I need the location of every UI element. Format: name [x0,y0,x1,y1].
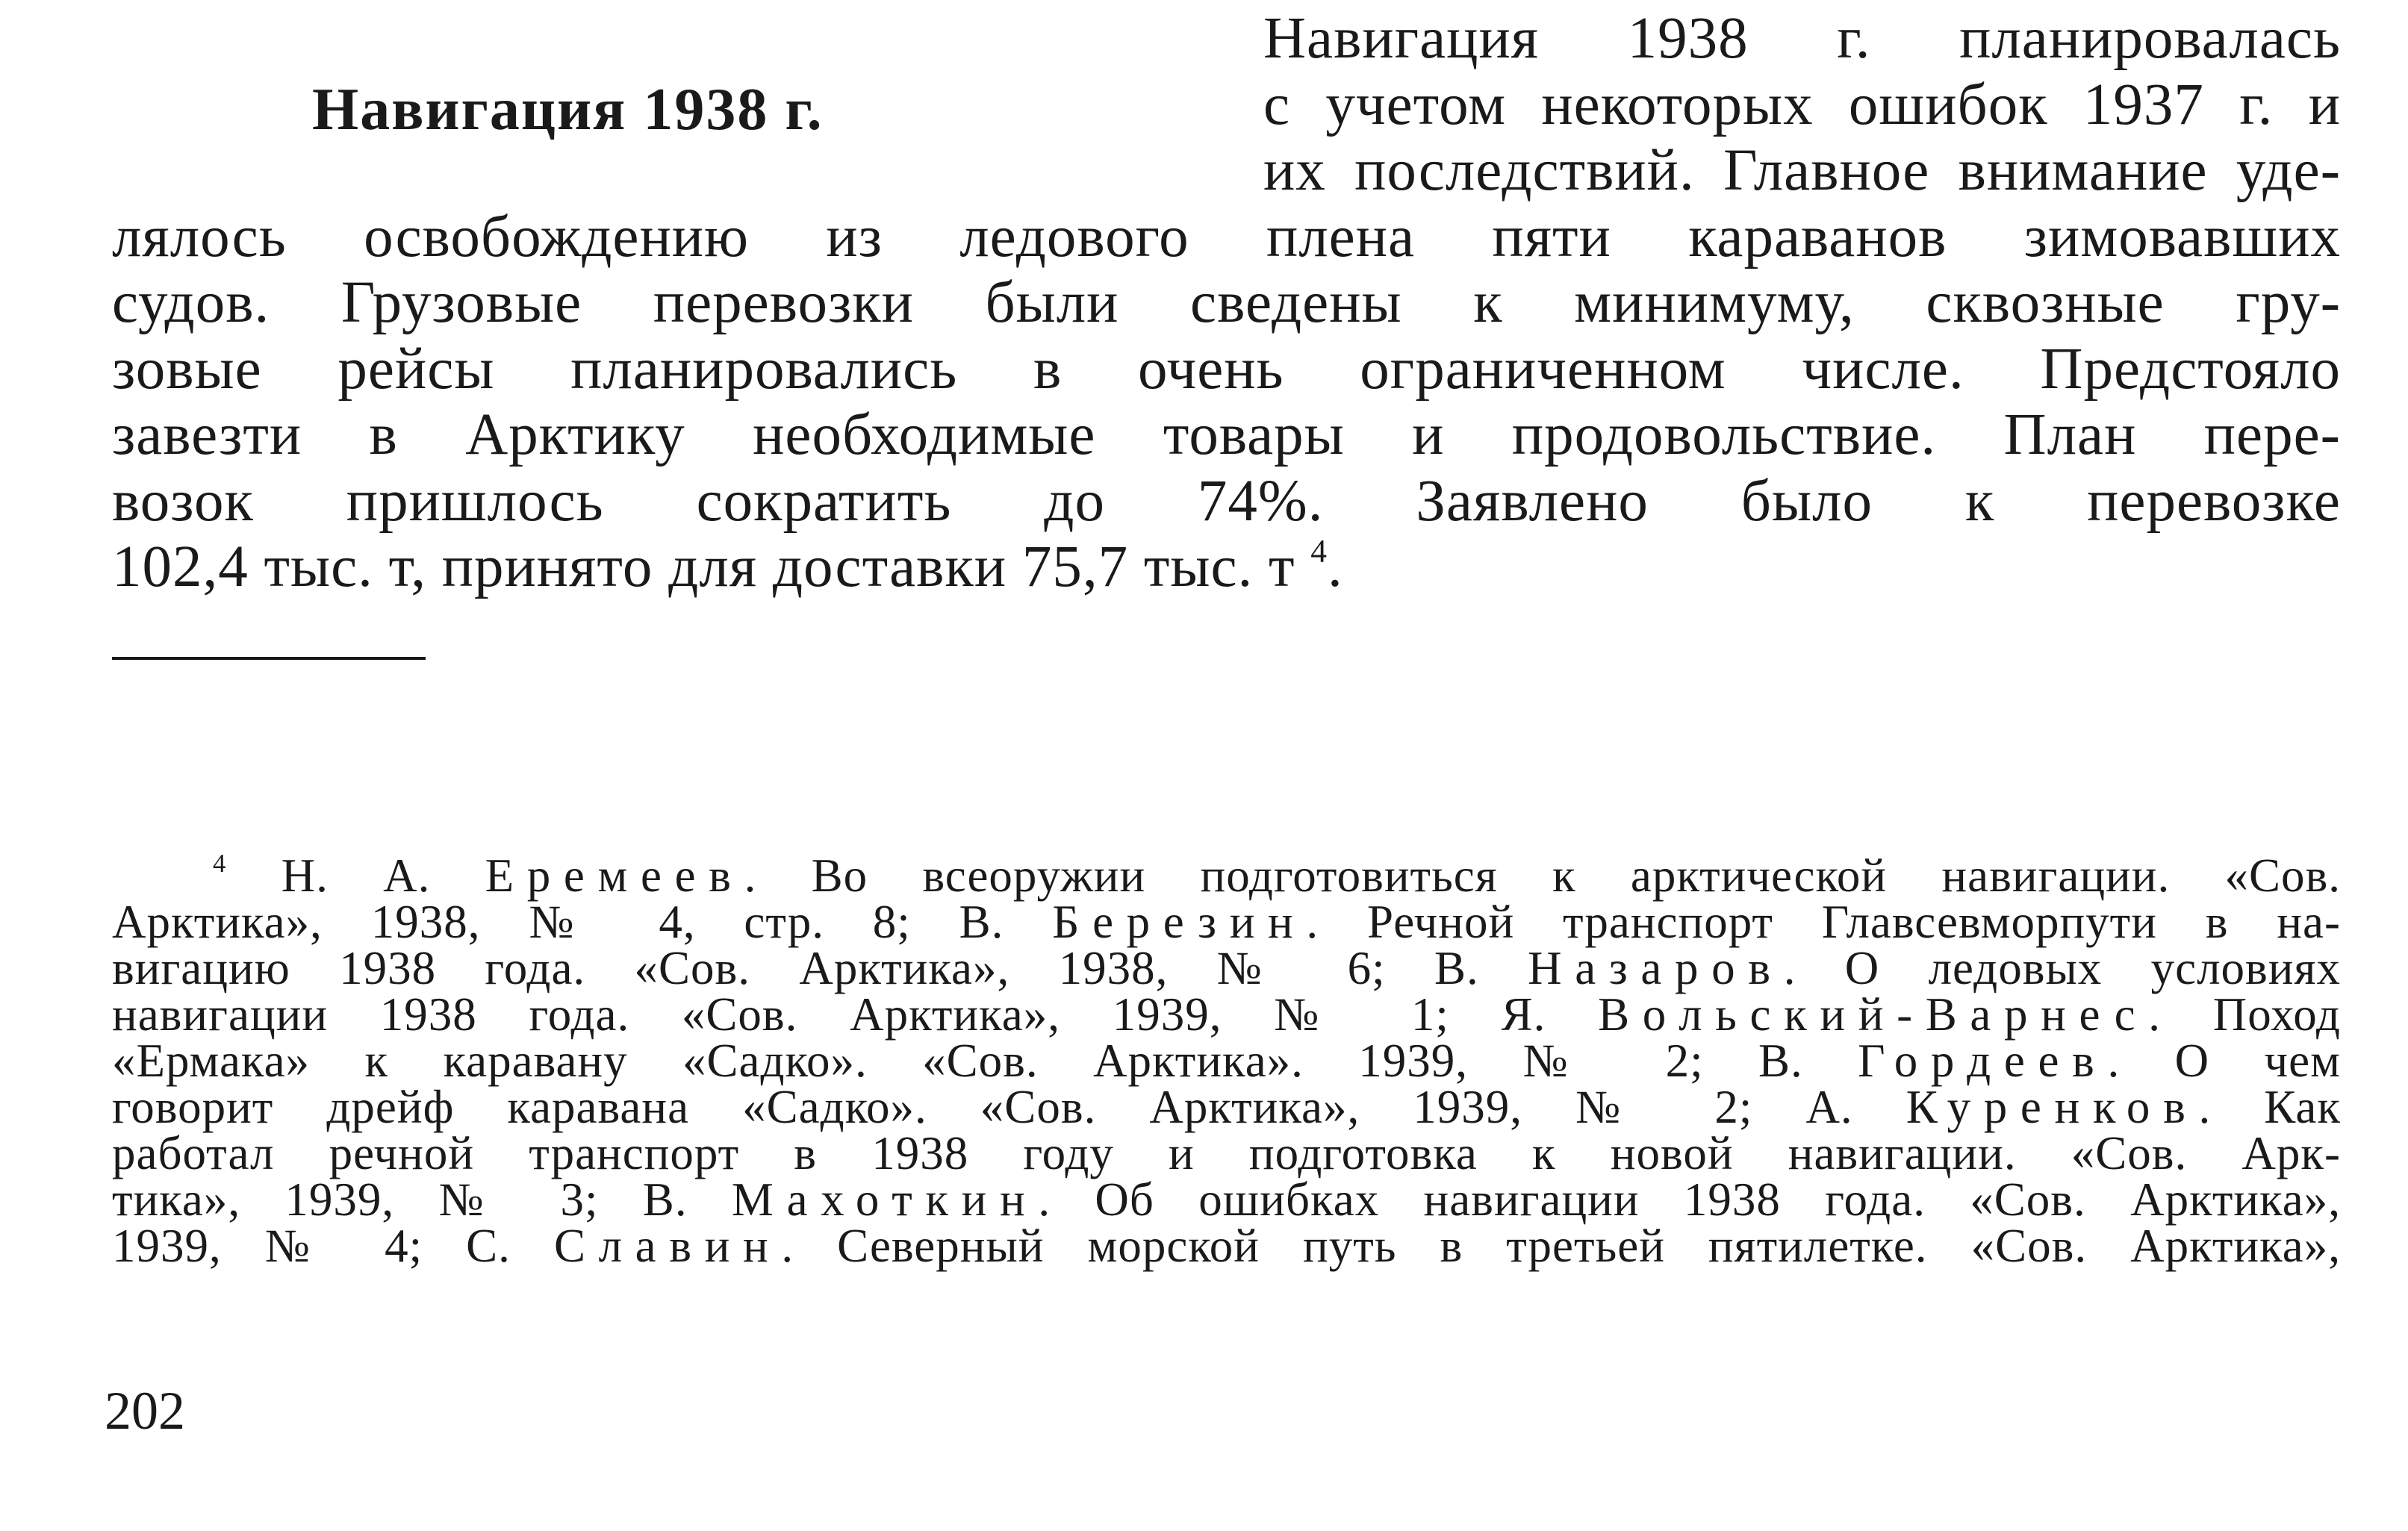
main-paragraph [112,6,2341,601]
paragraph-line: их последствий. Главное внимание уде- [1263,138,2341,203]
footnote-text: . О чем [2107,1035,2341,1087]
footnote-line [112,988,2341,1041]
author-name: Гордеев [1858,1035,2108,1087]
footnote-line [112,1035,2341,1087]
footnote-text: . Речной транспорт Главсевморпути в на- [1306,896,2341,948]
footnote-line [112,1127,2341,1179]
paragraph-line: завезти в Арктику необходимые товары и продовольствие. План пере- [112,402,2341,467]
paragraph-last-line-text: 102,4 тыс. т, принято для доставки 75,7 тыс. т [112,534,1295,599]
footnote-marker: 4 [213,849,227,879]
footnote-text: . Поход [2148,988,2341,1041]
footnote-text: . О ледовых условиях [1783,942,2341,994]
footnote-text: работал речной транспорт в 1938 году и подготовка к новой навигации. «Сов. Арк- [112,1127,2341,1179]
footnote-text: . Во всеоружии подготовиться к арктической навигации. «Сов. [744,849,2342,902]
paragraph-line: возок пришлось сократить до 74%. Заявлено было к перевозке [112,468,2341,534]
footnote-block [112,849,2342,1272]
footnote-line [112,942,2341,994]
footnote-text: тика», 1939, № 3; В. [112,1173,732,1226]
paragraph-line: лялось освобождению из ледового плена пяти караванов зимовавших [112,204,2341,269]
footnote-separator [112,657,426,660]
footnote-text: Н. А. [281,849,485,902]
footnote-text: вигацию 1938 года. «Сов. Арктика», 1938, № 6; В. [112,942,1528,994]
section-side-heading: Навигация 1938 г. [312,77,824,143]
paragraph-line: судов. Грузовые перевозки были сведены к минимуму, сквозные гру- [112,270,2341,335]
author-name: Махоткин [731,1173,1039,1226]
author-name: Березин [1052,896,1307,948]
paragraph-last-line [112,534,2341,601]
paragraph-line: зовые рейсы планировались в очень ограниченном числе. Предстояло [112,336,2341,402]
paragraph-line: с учетом некоторых ошибок 1937 г. и [1263,72,2341,137]
footnote-reference[interactable]: 4 [1310,533,1328,570]
paragraph-line: Навигация 1938 г. планировалась [1263,6,2341,71]
footnote-line [112,896,2341,948]
footnote-text: . Северный морской путь в третьей пятилетке. «Сов. Арктика», [781,1220,2341,1272]
footnote-text: 1939, № 4; С. [112,1220,554,1272]
footnote-text: навигации 1938 года. «Сов. Арктика», 1939, № 1; Я. [112,988,1599,1041]
author-name: Назаров [1528,942,1784,994]
footnote-line [112,1081,2341,1133]
author-name: Вольский-Варнес [1598,988,2149,1041]
footnote-line [213,849,2342,902]
page-number: 202 [105,1381,185,1441]
footnote-text: Арктика», 1938, № 4, стр. 8; В. [112,896,1053,948]
footnote-text: . Об ошибках навигации 1938 года. «Сов. Арктика», [1038,1173,2341,1226]
footnote-text: . Как [2198,1081,2341,1133]
footnote-text: говорит дрейф каравана «Садко». «Сов. Арктика», 1939, № 2; А. [112,1081,1906,1133]
footnote-text: «Ермака» к каравану «Садко». «Сов. Арктика». 1939, № 2; В. [112,1035,1858,1087]
author-name: Куренков [1905,1081,2199,1133]
author-name: Еремеев [485,849,744,902]
author-name: Славин [553,1220,782,1272]
footnote-line [112,1173,2341,1226]
paragraph-end-punct: . [1328,534,1343,599]
footnote-line [112,1220,2341,1272]
